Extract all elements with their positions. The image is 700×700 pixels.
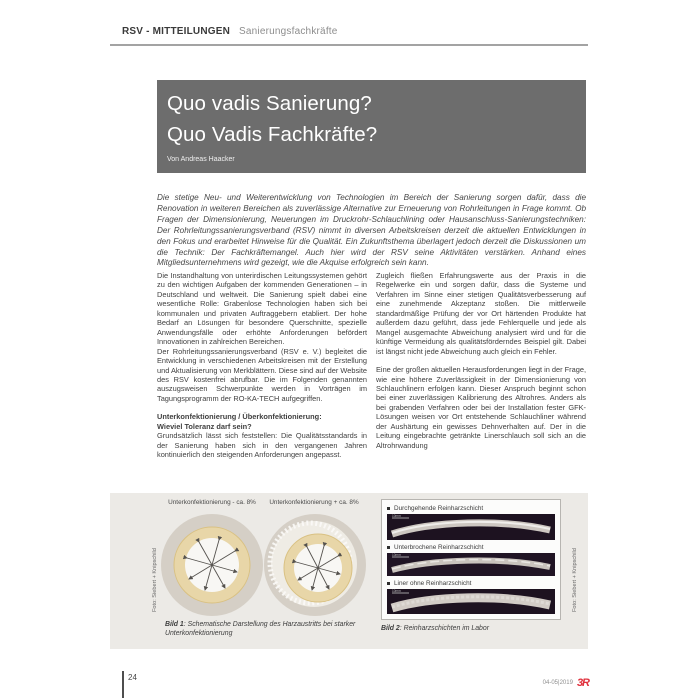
figure2-label-2: Unterbrochene Reinharzschicht [394,543,484,551]
figure2-caption [381,624,566,633]
figure2-item-label [387,542,555,552]
bullet-icon [387,507,390,510]
header-brand: RSV - MITTEILUNGEN [122,26,231,37]
bullet-icon [387,546,390,549]
article-columns [157,271,586,460]
column-right [376,271,586,460]
figure2-item-label [387,578,555,588]
figure1-label-left: Unterkonfektionierung - ca. 8% [168,499,256,506]
figure2-caption-label: Bild 2 [381,625,400,632]
page-header [122,26,338,37]
header-section: Sanierungsfachkräfte [239,26,338,37]
figure2-photo-credit: Foto: Siebert + Knipschild [572,548,578,612]
article-intro: Die stetige Neu- und Weiterentwicklung von Technologien im Bereich der Sanierung sorgen dafür, dass die Renovation in weiteren Bereichen als zuverlässige Alternative zur Erneuerung von Rohrleitungen in Frage kommt. Ob Fragen der Dimensionierung, Neuerungen im Druckrohr-Schlauchlining oder Hausanschluss-Sanierungstechniken: Der Rohrleitungssanierungsverband (RSV) nimmt in diversen Arbeitskreisen derzeit die aktuellen Entwicklungen in den Fokus und erarbeitet Hinweise für die Qualität. Ein Zukunftsthema überlagert jedoch derzeit die Diskussionen um die Technik: Der Fachkräftemangel. Auch hier wird der RSV seine Aktivitäten verstärken. Anhand eines Mitgliedsunternehmens wird gezeigt, wie die Akquise erfolgreich sein kann. [157,193,586,268]
photo-scale-label: 10mm [392,514,401,518]
figure1-label-right: Unterkonfektionierung + ca. 8% [269,499,359,506]
figure1-caption-text: : Schematische Darstellung des Harzaustritts bei starker Unterkonfektionierung [165,621,356,637]
figure1-photo-credit: Foto: Siebert + Knipschild [152,548,158,612]
subhead-line1: Unterkonfektionierung / Überkonfektionierung: [157,412,322,422]
lab-photo-continuous-resin-layer [387,514,555,540]
subhead-line2: Wieviel Toleranz darf sein? [157,421,252,431]
figure1-caption-label: Bild 1 [165,621,184,628]
article-title-line1: Quo vadis Sanierung? [167,92,372,115]
lab-photo-liner-without-resin-layer [387,589,555,614]
page-number-bar [122,671,124,698]
article-byline: Von Andreas Haacker [167,156,235,163]
photo-scale-label: 10mm [392,589,401,593]
figure1-caption [165,620,377,638]
issue-date: 04-05|2019 [542,680,573,686]
footer-right [543,677,589,689]
figure2-label-1: Durchgehende Reinharzschicht [394,504,484,512]
pipe-cross-section-diagram-left [160,513,264,617]
column-left [157,271,367,460]
right-paragraph-1: Zugleich fließen Erfahrungswerte aus der Praxis in die Regelwerke ein und sorgen dafür, dass die Systeme und Verfahren im Sinne einer stetigen Qualitätsverbesserung auf eine zunehmende Akzeptanz stoßen. Die mittlerweile standardmäßige Prüfung der vor Ort härtenden Produkte hat außerdem dazu geführt, dass jede Fehlerquelle und jede als Mangel ausgemachte Abweichung analysiert wird und für die künftige Vermeidung als qualitätsförderndes Beispiel gilt. Dabei ist längst nicht jede Abweichung auch gleich ein Fehler. [376,271,586,356]
right-paragraph-2: Eine der großen aktuellen Herausforderungen liegt in der Frage, wie eine höhere Zuverlässigkeit in der Dimensionierung von Schlauchlinern erfolgen kann. Dieser Anspruch beginnt schon bei einer zuverlässigen Kalibrierung des Altrohres. Anders als bei grabenden Verfahren oder bei der Installation fester GFK-Lösungen weisen vor Ort entstehende Schlauchliner während der Aushärtung ein gewisses Dehnverhalten auf. Der in die Leitung eingebrachte getränkte Linerschlauch soll sich an die Altrohrwandung [376,365,586,450]
left-paragraph-3: Grundsätzlich lässt sich feststellen: Die Qualitätsstandards in der Sanierung haben sich in den vergangenen Jahren kontinuierlich den steigenden Anforderungen angepasst. [157,431,367,460]
article-title-line2: Quo Vadis Fachkräfte? [167,123,378,146]
pipe-cross-section-diagram-right [263,513,367,617]
photo-scale-label: 10mm [392,553,401,557]
left-paragraph-1: Die Instandhaltung von unterirdischen Leitungssystemen gehört zu den wichtigen Aufgaben der kommenden Generationen – in Deutschland und weltweit. Die Sanierung spielt dabei eine wesentliche Rolle: Grabenlose Technologien haben sich bei kommunalen und privaten Auftraggebern etabliert. Der hohe Bedarf an Lösungen für besondere Querschnitte, spezielle Anwendungsfälle oder erhöhte Anforderungen befördert Innovationen in zahlreichen Bereichen. [157,271,367,347]
header-rule [110,44,588,46]
figure2-box [381,499,561,620]
3r-logo: 3R [576,677,589,689]
title-block [157,80,586,173]
figure2-caption-text: : Reinharzschichten im Labor [399,625,490,632]
figure2-item-label [387,503,555,513]
figure2-label-3: Liner ohne Reinharzschicht [394,579,472,587]
bullet-icon [387,582,390,585]
page-number: 24 [128,673,137,682]
left-paragraph-2: Der Rohrleitungssanierungsverband (RSV e. V.) begleitet die Entwicklung in verschiedenen Arbeitskreisen mit der Erstellung und Aktualisierung von Merkblättern. Diese sind auf der Website des RSV kostenfrei abrufbar. Die im Folgenden genannten auszugsweisen Schwerpunkte werden in Vorträgen im Tagungsprogramm der RO-KA-TECH aufgegriffen. [157,346,367,403]
lab-photo-interrupted-resin-layer [387,553,555,576]
